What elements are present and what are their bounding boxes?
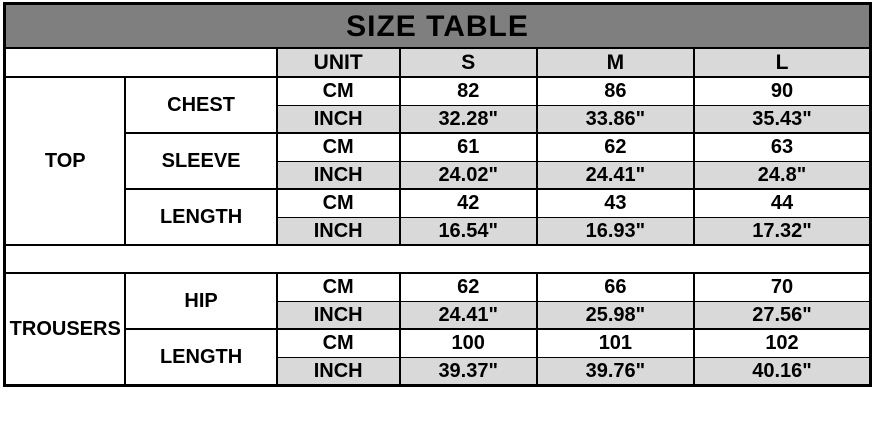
table-row <box>5 189 871 217</box>
value-cell: 44 <box>694 189 871 217</box>
section-spacer-row <box>5 245 871 273</box>
category-top: TOP <box>5 77 126 245</box>
value-cell: 24.02" <box>400 161 537 189</box>
unit-cell: CM <box>277 329 400 357</box>
unit-cell: CM <box>277 189 400 217</box>
value-cell: 27.56" <box>694 301 871 329</box>
value-cell: 101 <box>537 329 694 357</box>
size-table <box>3 2 872 387</box>
unit-cell: INCH <box>277 161 400 189</box>
table-row <box>5 77 871 105</box>
unit-cell: INCH <box>277 105 400 133</box>
value-cell: 24.8" <box>694 161 871 189</box>
measure-sleeve: SLEEVE <box>125 133 276 189</box>
value-cell: 32.28" <box>400 105 537 133</box>
value-cell: 24.41" <box>537 161 694 189</box>
measure-length-trousers: LENGTH <box>125 329 276 385</box>
unit-cell: CM <box>277 273 400 301</box>
unit-cell: CM <box>277 77 400 105</box>
measure-hip: HIP <box>125 273 276 329</box>
value-cell: 82 <box>400 77 537 105</box>
value-cell: 40.16" <box>694 357 871 385</box>
unit-cell: INCH <box>277 301 400 329</box>
unit-cell: INCH <box>277 217 400 245</box>
value-cell: 24.41" <box>400 301 537 329</box>
value-cell: 16.54" <box>400 217 537 245</box>
table-row <box>5 133 871 161</box>
value-cell: 16.93" <box>537 217 694 245</box>
value-cell: 62 <box>400 273 537 301</box>
category-trousers: TROUSERS <box>5 273 126 385</box>
title-row <box>5 4 871 49</box>
table-row <box>5 273 871 301</box>
measure-chest: CHEST <box>125 77 276 133</box>
value-cell: 100 <box>400 329 537 357</box>
value-cell: 39.37" <box>400 357 537 385</box>
value-cell: 42 <box>400 189 537 217</box>
value-cell: 35.43" <box>694 105 871 133</box>
header-size-s: S <box>400 48 537 77</box>
value-cell: 66 <box>537 273 694 301</box>
value-cell: 63 <box>694 133 871 161</box>
unit-cell: INCH <box>277 357 400 385</box>
value-cell: 25.98" <box>537 301 694 329</box>
value-cell: 102 <box>694 329 871 357</box>
value-cell: 43 <box>537 189 694 217</box>
value-cell: 86 <box>537 77 694 105</box>
value-cell: 70 <box>694 273 871 301</box>
value-cell: 33.86" <box>537 105 694 133</box>
header-size-l: L <box>694 48 871 77</box>
value-cell: 61 <box>400 133 537 161</box>
header-blank-cell <box>5 48 277 77</box>
header-row <box>5 48 871 77</box>
measure-length-top: LENGTH <box>125 189 276 245</box>
header-unit: UNIT <box>277 48 400 77</box>
table-row <box>5 329 871 357</box>
unit-cell: CM <box>277 133 400 161</box>
page-title: SIZE TABLE <box>5 4 871 49</box>
value-cell: 62 <box>537 133 694 161</box>
value-cell: 17.32" <box>694 217 871 245</box>
value-cell: 39.76" <box>537 357 694 385</box>
header-size-m: M <box>537 48 694 77</box>
value-cell: 90 <box>694 77 871 105</box>
spacer-cell <box>5 245 871 273</box>
